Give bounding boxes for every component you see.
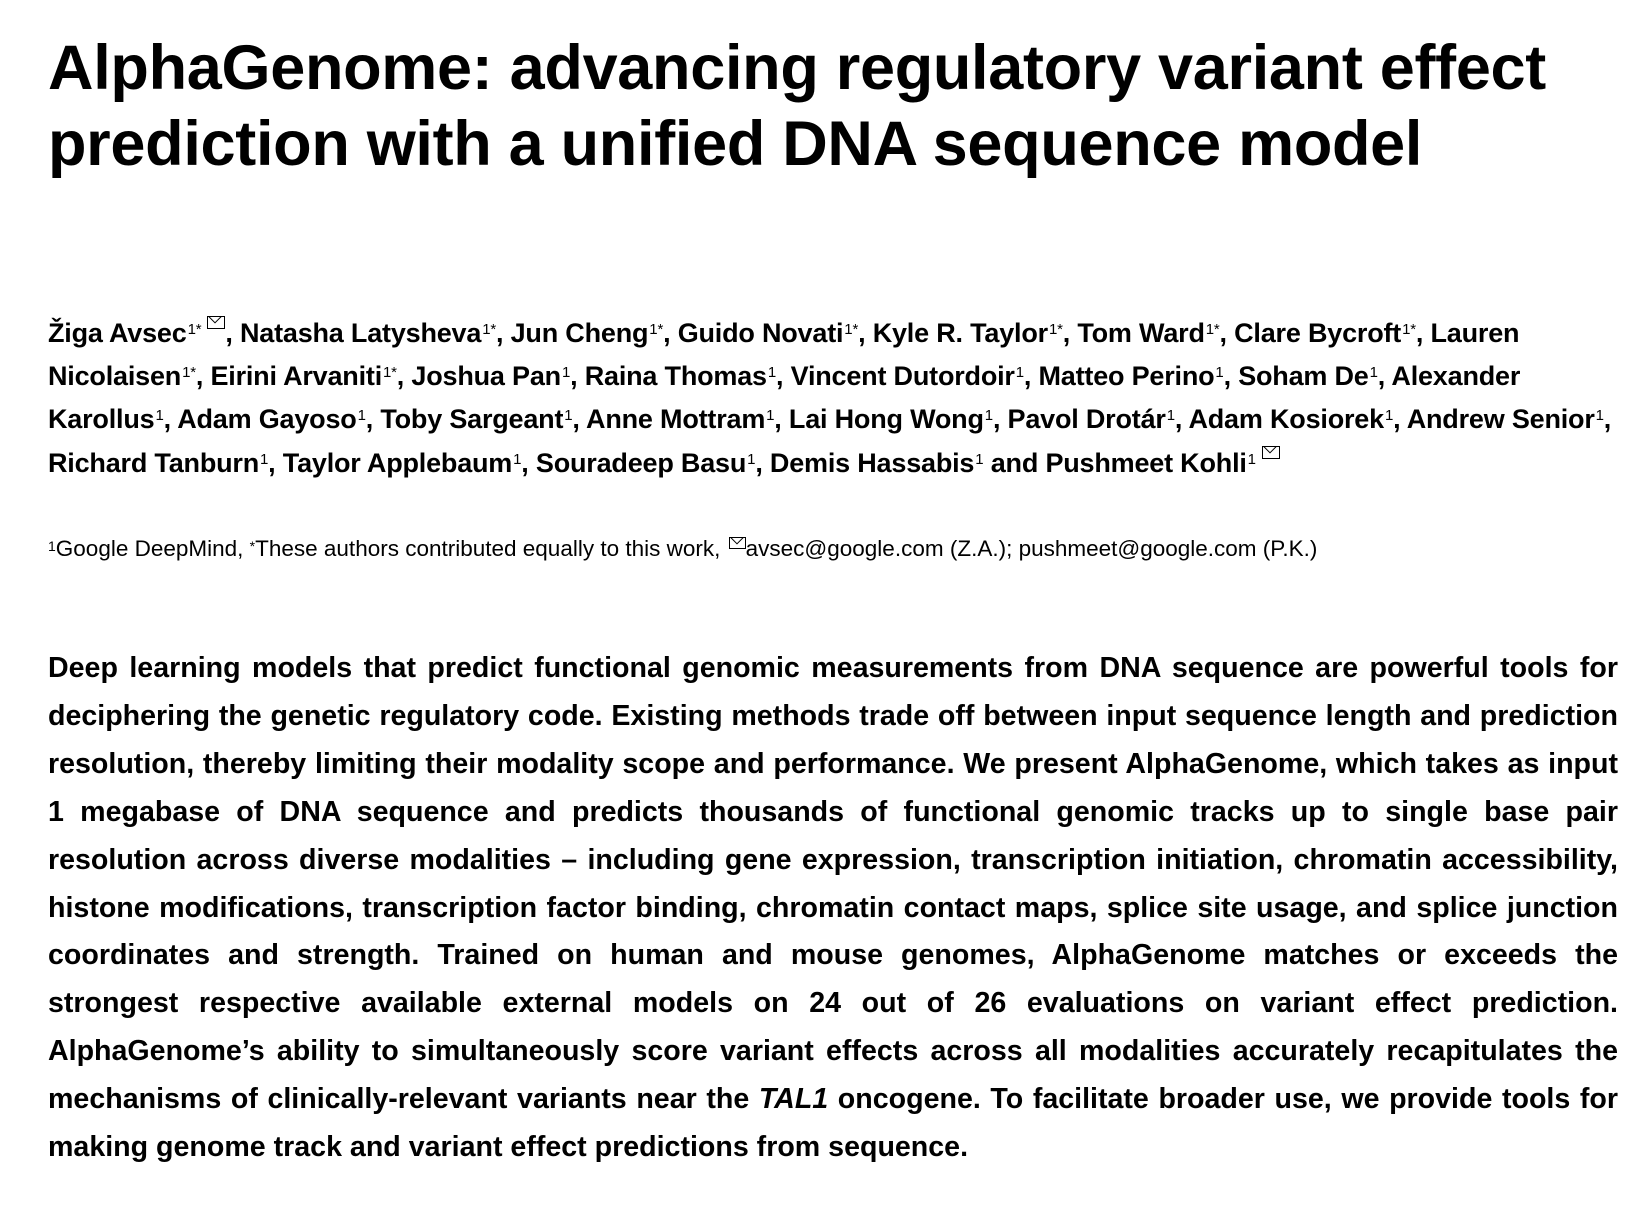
- author-name: Andrew Senior: [1406, 404, 1595, 435]
- envelope-icon: [1262, 446, 1280, 459]
- author-affiliation-marker: 1: [260, 450, 269, 468]
- author-name: Anne Mottram: [586, 404, 766, 435]
- authors-and: and: [990, 447, 1039, 478]
- author-affiliation-marker: 1: [1369, 364, 1378, 382]
- author-name: Adam Kosiorek: [1188, 404, 1384, 435]
- author-name: Joshua Pan: [411, 361, 561, 392]
- author: [1039, 361, 1224, 391]
- author: [411, 361, 570, 391]
- author-name: Kyle R. Taylor: [872, 318, 1048, 348]
- affiliation-org: Google DeepMind,: [55, 536, 250, 561]
- author: [789, 404, 993, 434]
- abstract-text-2: oncogene. To facilitate broader use, we provide tools for making genome track and variant effect predictions from sequence.: [48, 1083, 1618, 1164]
- author-affiliation-marker: 1*: [383, 364, 397, 382]
- author: [1077, 318, 1219, 348]
- author-list: Žiga Avsec$^{1*}$ , Natasha Latysheva$^{1*}$, Jun Cheng$^{1*}$, Guido Novati$^{1*}$, Kyle R. Taylor$^{1*}$, Tom Ward$^{1*}$, Clare Bycroft$^{1*}$, Lauren Nicolaisen$^{1*}$, Eirini Arvaniti$^{1*}$, Joshua Pan$^1$, Raina Thomas$^1$, Vincent Dutordoir$^1$, Matteo Perino$^1$, Soham De$^1$, Alexander Karollus$^1$, Adam Gayoso$^1$, Toby Sargeant$^1$, Anne Mottram$^1$, Lai Hong Wong$^1$, Pavol Drotár$^1$, Adam Kosiorek$^1$, Andrew Senior$^1$, Richard Tanburn$^1$, Taylor Applebaum$^1$, Souradeep Basu$^1$, Demis Hassabis$^1$ and Pushmeet Kohli$^1$: [48, 318, 1612, 478]
- envelope-icon: [729, 537, 746, 549]
- author-affiliation-marker: 1: [1247, 450, 1256, 468]
- author-affiliation-marker: 1: [747, 450, 756, 468]
- author-name: Natasha Latysheva: [239, 318, 482, 348]
- author-affiliation-marker: 1: [155, 407, 164, 425]
- author-name: Pavol Drotár: [1007, 404, 1166, 435]
- author-name: Richard Tanburn: [48, 447, 260, 478]
- author: [1234, 318, 1416, 348]
- paper-title: AlphaGenome: advancing regulatory variant effect prediction with a unified DNA sequence model: [48, 33, 1546, 179]
- author-name: Demis Hassabis: [769, 447, 975, 478]
- abstract-text-1: Deep learning models that predict functional genomic measurements from DNA sequence are powerful tools for deciphering the genetic regulatory code. Existing methods trade off between input sequence length and prediction resolution, thereby limiting their modality scope and performance. We present AlphaGenome, which takes as input 1 megabase of DNA sequence and predicts thousands of functional genomic tracks up to single base pair resolution across diverse modalities – including gene expression, transcription initiation, chromatin accessibility, histone modifications, transcription factor binding, chromatin contact maps, splice site usage, and splice junction coordinates and strength. Trained on human and mouse genomes, AlphaGenome matches or exceeds the strongest respective available external models on 24 out of 26 evaluations on variant effect prediction. AlphaGenome’s ability to simultaneously score variant effects across all modalities accurately recapitulates the mechanisms of clinically-relevant variants near the: [48, 652, 1618, 1116]
- author-name: Toby Sargeant: [380, 404, 564, 435]
- author: [770, 448, 983, 478]
- author: [1045, 448, 1279, 478]
- author: [873, 318, 1063, 348]
- author-name: Adam Gayoso: [177, 404, 357, 435]
- author-affiliation-marker: 1*: [1402, 321, 1416, 338]
- author-name: Raina Thomas: [584, 361, 767, 392]
- author: [585, 361, 776, 391]
- author-affiliation-marker: 1: [767, 364, 777, 382]
- author-name: Guido Novati: [677, 318, 844, 348]
- author-affiliation-marker: 1: [975, 450, 984, 468]
- author-name: Souradeep Basu: [535, 447, 747, 478]
- corresponding-emails[interactable]: avsec@google.com (Z.A.); pushmeet@google.com (P.K.): [745, 536, 1318, 561]
- author-affiliation-marker: 1*: [1048, 321, 1063, 338]
- equal-contribution-note: These authors contributed equally to this work,: [255, 536, 727, 561]
- author-affiliation-marker: 1: [766, 407, 775, 425]
- author-affiliation-marker: 1: [564, 407, 573, 425]
- author-name: Soham De: [1238, 361, 1369, 392]
- author-affiliation-marker: 1: [513, 450, 522, 468]
- author-affiliation-marker: 1: [1166, 407, 1175, 425]
- author-affiliation-marker: 1*: [187, 321, 202, 338]
- author: [1238, 361, 1378, 391]
- author-name: Tom Ward: [1077, 318, 1205, 348]
- author: [1008, 404, 1175, 434]
- author: [791, 361, 1024, 391]
- author: [380, 404, 572, 434]
- author: [511, 318, 663, 348]
- author-name: Taylor Applebaum: [282, 447, 513, 478]
- affiliation-line: [48, 534, 1317, 564]
- author: [1188, 404, 1393, 434]
- author-affiliation-marker: 1: [1384, 407, 1394, 425]
- author: [283, 448, 522, 478]
- author-name: Lauren Nicolaisen: [48, 318, 1520, 392]
- equal-contribution-marker: *: [249, 538, 256, 554]
- author: [240, 318, 496, 348]
- author-affiliation-marker: 1: [357, 407, 366, 425]
- author-name: Vincent Dutordoir: [790, 361, 1015, 392]
- author: [1407, 404, 1604, 434]
- author-name: Alexander Karollus: [48, 361, 1521, 435]
- abstract-gene-name: TAL1: [758, 1083, 829, 1116]
- author-affiliation-marker: 1: [1215, 364, 1224, 382]
- author-name: Eirini Arvaniti: [210, 361, 382, 392]
- affiliation-marker: 1: [48, 538, 56, 554]
- author: [48, 448, 268, 478]
- author-affiliation-marker: 1*: [182, 364, 196, 382]
- envelope-icon: [207, 316, 225, 329]
- author-affiliation-marker: 1: [1015, 364, 1024, 382]
- author-affiliation-marker: 1*: [649, 321, 664, 338]
- author: [586, 404, 774, 434]
- author: [210, 361, 396, 391]
- author-affiliation-marker: 1: [561, 364, 571, 382]
- abstract: [48, 645, 1618, 1172]
- author-affiliation-marker: 1*: [844, 321, 859, 338]
- author-affiliation-marker: 1: [1595, 407, 1604, 425]
- author: [177, 404, 366, 434]
- author: [678, 318, 858, 348]
- author-name: Pushmeet Kohli: [1045, 447, 1247, 478]
- author-name: Matteo Perino: [1038, 361, 1215, 392]
- author-affiliation-marker: 1: [984, 407, 993, 425]
- author-affiliation-marker: 1*: [482, 321, 496, 338]
- author-name: Lai Hong Wong: [788, 404, 984, 435]
- author-name: Jun Cheng: [510, 318, 649, 348]
- author-name: Žiga Avsec: [48, 318, 187, 348]
- author: [48, 318, 225, 348]
- author: [536, 448, 755, 478]
- author-affiliation-marker: 1*: [1205, 321, 1220, 338]
- author-name: Clare Bycroft: [1234, 318, 1402, 348]
